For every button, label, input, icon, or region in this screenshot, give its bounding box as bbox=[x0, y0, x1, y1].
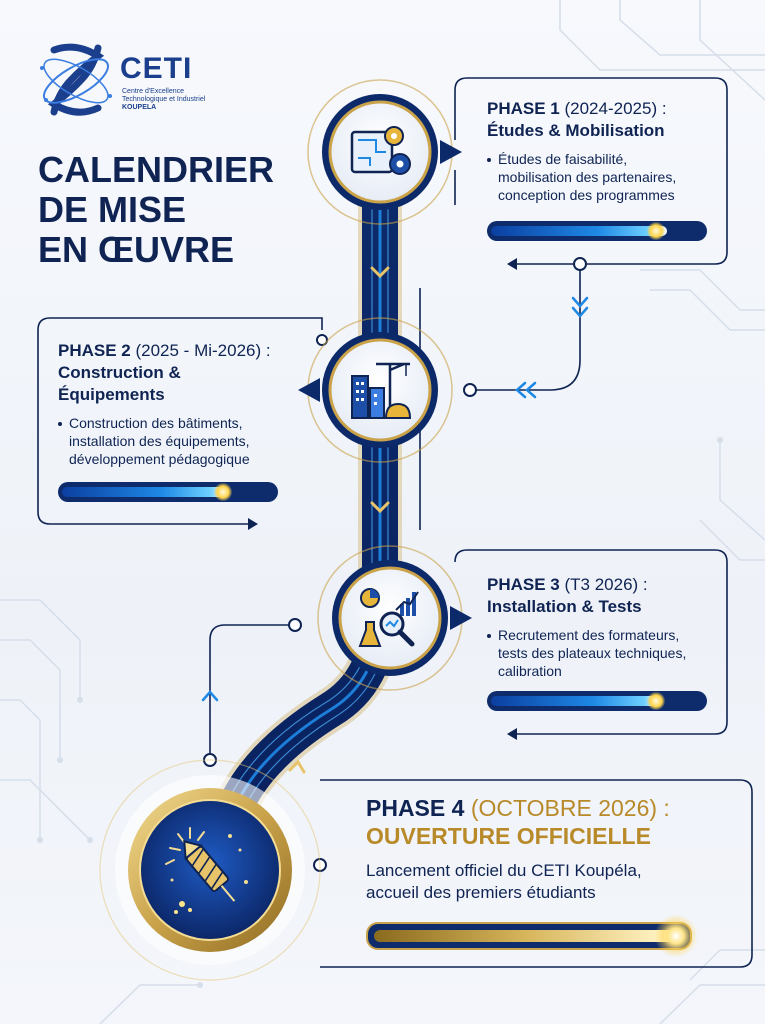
phase-name: Études & Mobilisation bbox=[487, 121, 665, 140]
progress-glow bbox=[647, 222, 665, 240]
phase-name: Équipements bbox=[58, 385, 165, 404]
bullet-dot bbox=[487, 634, 491, 638]
phase-name: OUVERTURE OFFICIELLE bbox=[366, 823, 651, 849]
logo-subtitle: Centre d'Excellence bbox=[122, 88, 185, 95]
progress-glow bbox=[214, 483, 232, 501]
phase-period: (2024-2025) : bbox=[564, 99, 667, 118]
bullet-text: développement pédagogique bbox=[69, 451, 250, 467]
firework-rocket-icon bbox=[160, 820, 260, 920]
phase-1-card bbox=[487, 98, 719, 204]
phase-label: PHASE 3 bbox=[487, 575, 560, 594]
analysis-magnifier-icon bbox=[356, 584, 424, 652]
page-title bbox=[38, 150, 308, 270]
phase-4-card bbox=[366, 794, 746, 904]
title-line: EN ŒUVRE bbox=[38, 229, 235, 270]
logo-location: KOUPELA bbox=[122, 104, 157, 111]
phase-name: Construction & bbox=[58, 363, 181, 382]
phase-2-card bbox=[58, 340, 308, 468]
phase-period: (OCTOBRE 2026) : bbox=[470, 795, 670, 821]
progress-fill bbox=[62, 487, 227, 497]
description-line: accueil des premiers étudiants bbox=[366, 883, 596, 902]
phase-bullet bbox=[487, 626, 719, 680]
phase-period: (2025 - Mi-2026) : bbox=[135, 341, 271, 360]
bullet-text: installation des équipements, bbox=[69, 433, 250, 449]
progress-fill bbox=[374, 930, 674, 942]
phase-4-heading bbox=[366, 794, 746, 822]
blueprint-gears-icon bbox=[346, 118, 414, 186]
progress-fill bbox=[491, 696, 661, 706]
phase-2-progress-bar bbox=[58, 482, 278, 502]
bullet-text: Construction des bâtiments, bbox=[69, 415, 243, 431]
title-line: DE MISE bbox=[38, 189, 187, 230]
bullet-text: Recrutement des formateurs, bbox=[498, 627, 680, 643]
progress-fill bbox=[491, 226, 667, 236]
bullet-text: conception des programmes bbox=[498, 187, 675, 203]
phase-label: PHASE 1 bbox=[487, 99, 560, 118]
ceti-logo-icon bbox=[36, 38, 116, 124]
description-line: Lancement officiel du CETI Koupéla, bbox=[366, 861, 642, 880]
progress-glow bbox=[654, 914, 698, 958]
progress-glow bbox=[647, 692, 665, 710]
logo-name: CETI bbox=[120, 52, 193, 85]
bullet-text: mobilisation des partenaires, bbox=[498, 169, 677, 185]
bullet-dot bbox=[487, 158, 491, 162]
bullet-dot bbox=[58, 422, 62, 426]
phase-name: Installation & Tests bbox=[487, 597, 642, 616]
bullet-text: calibration bbox=[498, 663, 562, 679]
phase-description bbox=[366, 860, 746, 904]
phase-3-progress-bar bbox=[487, 691, 707, 711]
phase-label: PHASE 4 bbox=[366, 795, 465, 821]
phase-period: (T3 2026) : bbox=[564, 575, 648, 594]
phase-1-heading bbox=[487, 98, 719, 120]
phase-bullet bbox=[58, 414, 308, 468]
ceti-logo bbox=[36, 38, 236, 128]
phase-1-progress-bar bbox=[487, 221, 707, 241]
phase-label: PHASE 2 bbox=[58, 341, 131, 360]
construction-crane-icon bbox=[346, 356, 414, 424]
bullet-text: tests des plateaux techniques, bbox=[498, 645, 687, 661]
phase-4-progress-bar bbox=[366, 922, 692, 950]
logo-subtitle: Technologique et Industriel bbox=[122, 96, 206, 103]
phase-bullet bbox=[487, 150, 719, 204]
phase-2-heading bbox=[58, 340, 308, 362]
title-line: CALENDRIER bbox=[38, 149, 275, 190]
phase-3-card bbox=[487, 574, 719, 680]
bullet-text: Études de faisabilité, bbox=[498, 151, 628, 167]
phase-3-heading bbox=[487, 574, 719, 596]
